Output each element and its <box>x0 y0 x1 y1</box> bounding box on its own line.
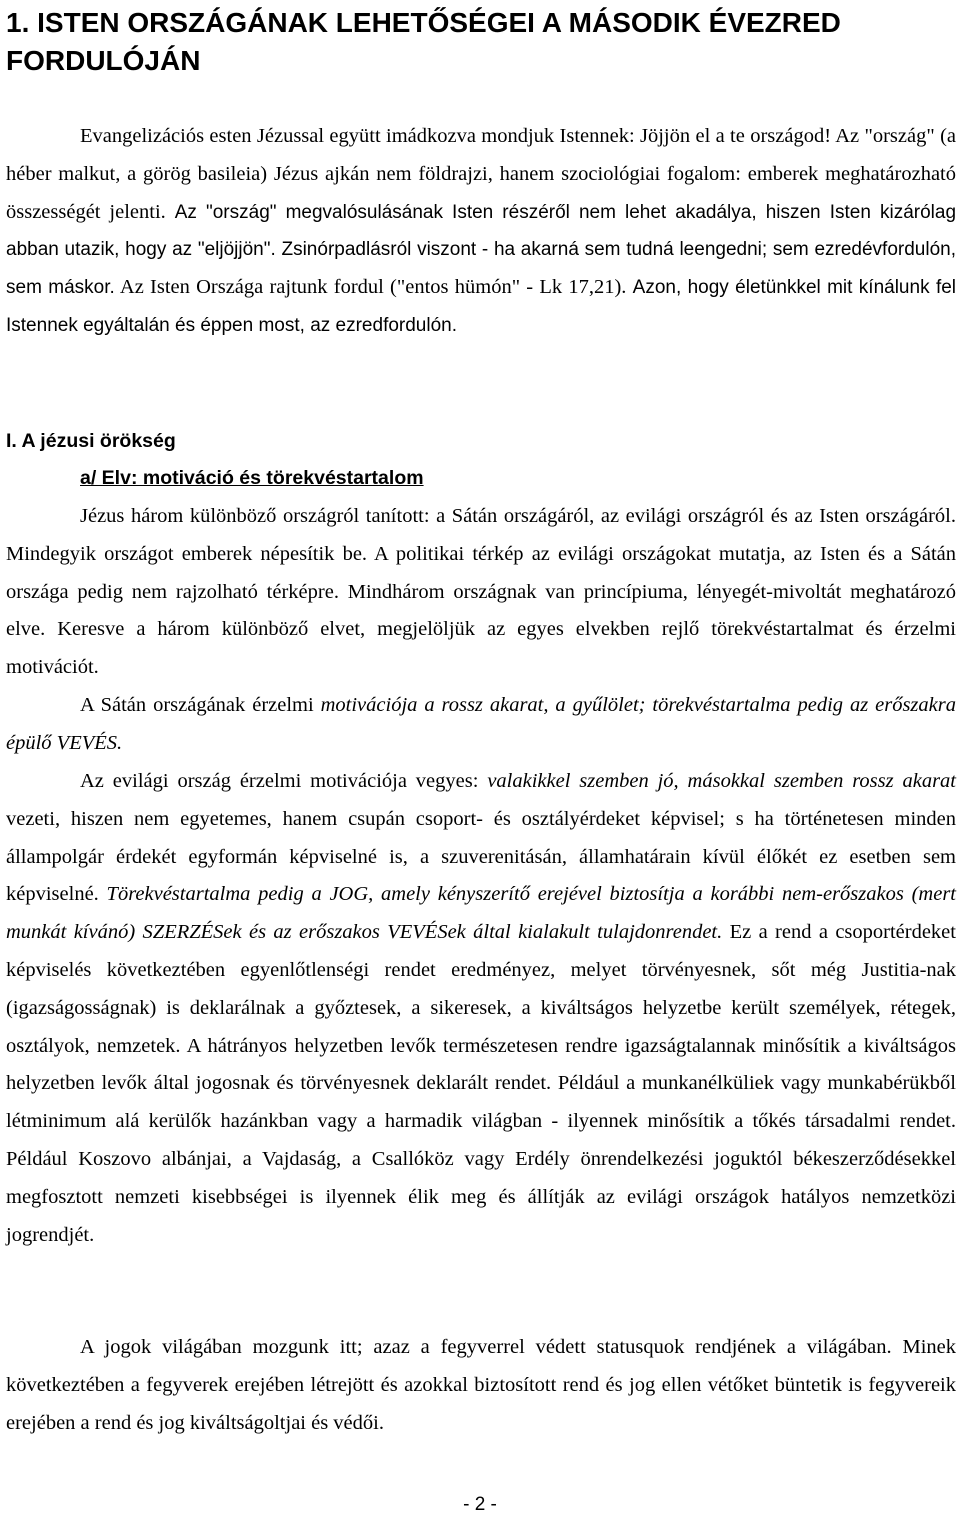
section-heading: I. A jézusi örökség <box>6 430 176 452</box>
para2-italic: motivációja a rossz akarat, a gyűlölet; törekvéstartalma pedig az erőszakra épülő VEVÉS. <box>6 694 956 754</box>
intro-text-sans-3: Azon, hogy életünkkel mit kínálunk fel Istennek egyáltalán és éppen most, az ezredfordulón. <box>6 277 957 336</box>
paragraph-worldly-kingdom <box>6 763 956 1254</box>
intro-text-serif: Evangelizációs esten Jézussal együtt imádkozva mondjuk Istennek: Jöjjön el a te országod! Az "ország" (a héber malkut, a görög basileia) Jézus ajkán nem földrajzi, hanem szociológiai fogalom: emberek meghatározható összességét jelenti. <box>6 125 956 223</box>
paragraph-world-of-rights: A jogok világában mozgunk itt; azaz a fegyverrel védett statusquok rendjének a világában. Minek következtében a fegyverek erejében létrejött és azokkal biztosított rend és jog ellen vétőket büntetik is fegyvereik erejében a rend és jog kiváltságoltjai és védői. <box>6 1336 956 1434</box>
intro-paragraph <box>6 118 956 345</box>
paragraph-three-kingdoms: Jézus három különböző országról tanított: a Sátán országáról, az evilági országról és az Isten országáról. Mindegyik országot emberek népesítik be. A politikai térkép az evilági országokat mutatja, az Isten és a Sátán országa pedig nem rajzolható térképre. Mindhárom országnak van princípiuma, lényegét-mivoltát meghatározó elve. Keresve a három különböző elvet, megjelöljük az egyes elvekben rejlő törekvéstartalmat és érzelmi motivációt. <box>6 505 956 679</box>
para3-plain-2: vezeti, hiszen nem egyetemes, hanem csupán csoport- és osztályérdeket képvisel; s ha történetesen minden állampolgár érdekét egyformán képviselné is, a szuverenitásán, államhatárain kívül élőkét ez esetben sem képviselné. <box>6 807 956 906</box>
intro-text-sans-2: Az Isten Országa rajtunk fordul ("entos hümón" - Lk 17,21). <box>119 276 627 299</box>
page-number: - 2 - <box>463 1494 497 1515</box>
paragraph-satan-kingdom <box>6 687 956 763</box>
document-title: 1. ISTEN ORSZÁGÁNAK LEHETŐSÉGEI A MÁSODIK ÉVEZRED FORDULÓJÁN <box>6 7 841 76</box>
para3-italic-2: Törekvéstartalma pedig a JOG, amely kényszerítő erejével biztosítja a korábbi nem-erőszakos (mert munkát kívánó) SZERZÉSek és az erőszakos VEVÉSek által kialakult tulajdonrendet. <box>6 883 956 944</box>
para2-plain: A Sátán országának érzelmi <box>80 694 321 716</box>
intro-text-sans-1: Az "ország" megvalósulásának Isten részéről nem lehet akadálya, hiszen Isten kizárólag abban utazik, hogy az "eljöjjön". Zsinórpadlásról viszont - ha akarná sem tudná leengedni; sem ezredévfordulón, sem máskor. <box>6 201 957 299</box>
para3-plain-3: Ez a rend a csoportérdeket képviselés következtében egyenlőtlenségi rendet eredményez, melyet törvényesnek, sőt még Justitia-nak (igazságosságnak) is deklarálnak a győztesek, a sikeresek, a kiváltságos helyzetbe került személyek, rétegek, osztályok, nemzetek. A hátrányos helyzetben levők természetesen rendre igazságtalannak minősítik a kiváltságos helyzetben levők által jogosnak és törvényesnek deklarált rendet. Például a munkanélküliek vagy munkabérükből létminimum alá kerülők hazánkban vagy a harmadik világban - ilyennek minősítik a tőkés társadalmi rendet. Például Koszovo albánjai, a Vajdaság, a Csallóköz vagy Erdély önrendelkezési joguktól békeszerződésekkel megfosztott nemzeti kisebbségei is ilyennek élik meg és állítják az evilági országok hatályos nemzetközi jogrendjét. <box>6 921 956 1246</box>
subsection-heading: a/ Elv: motiváció és törekvéstartalom <box>80 467 424 489</box>
para3-italic-1: valakikkel szemben jó, másokkal szemben rossz akarat <box>487 770 956 792</box>
para3-plain-1: Az evilági ország érzelmi motivációja vegyes: <box>80 770 488 792</box>
